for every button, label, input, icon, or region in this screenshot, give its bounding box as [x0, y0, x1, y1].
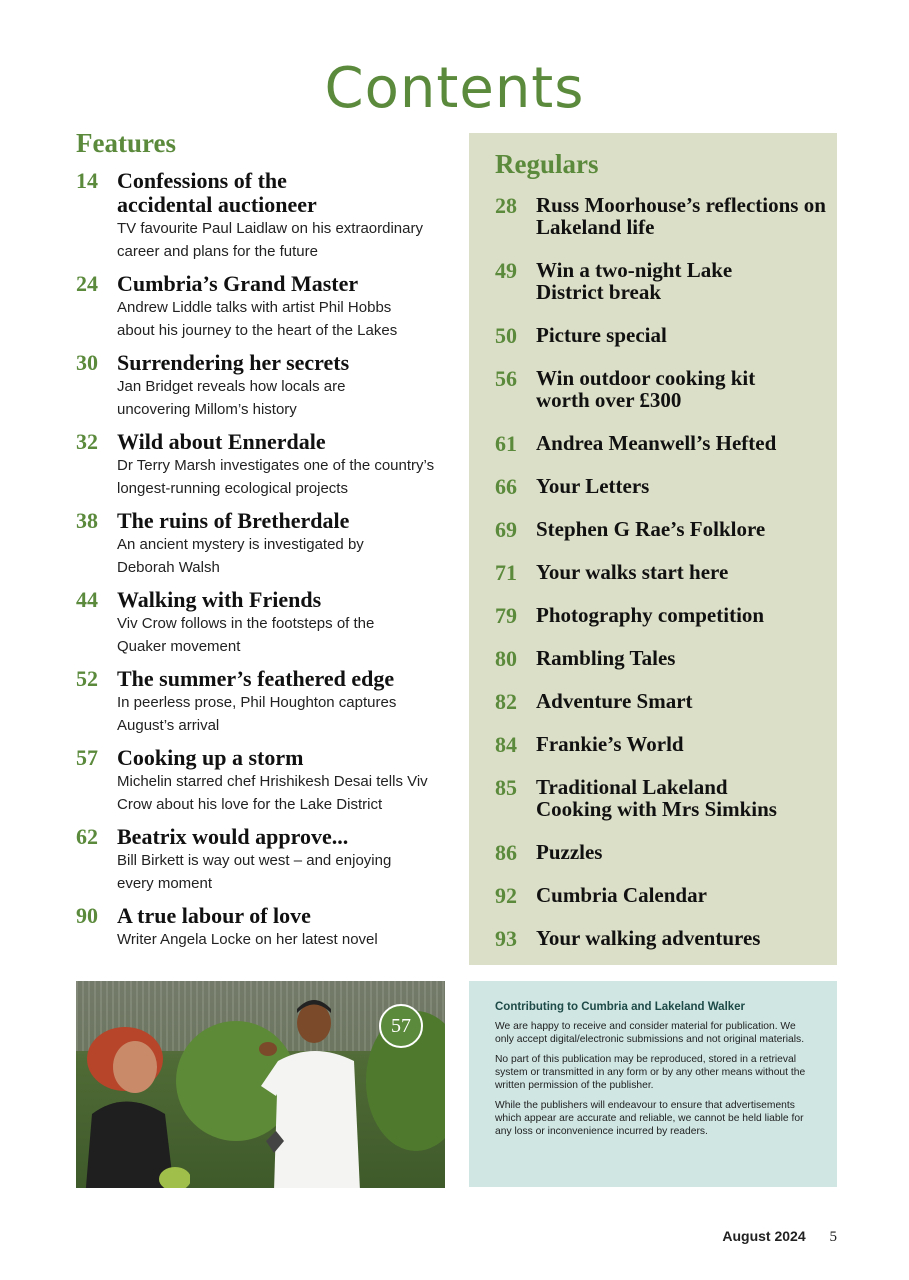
features-heading: Features: [76, 128, 176, 158]
feature-title: Beatrix would approve...: [117, 824, 349, 849]
regular-item[interactable]: [495, 259, 817, 303]
feature-page-number: 24: [76, 271, 98, 296]
page-number-badge[interactable]: 57: [379, 1004, 423, 1048]
regular-item[interactable]: [495, 193, 826, 239]
regular-page-number: 66: [495, 474, 517, 499]
feature-title: Wild about Ennerdale: [117, 429, 326, 454]
feature-page-number: 62: [76, 824, 98, 849]
regular-page-number: 28: [495, 193, 517, 218]
feature-item[interactable]: [76, 825, 456, 895]
regular-title: Win outdoor cooking kit worth over £300: [536, 366, 756, 412]
regular-page-number: 69: [495, 517, 517, 542]
feature-item[interactable]: [76, 667, 456, 737]
regular-page-number: 93: [495, 926, 517, 951]
feature-item[interactable]: [76, 588, 456, 658]
feature-item[interactable]: [76, 351, 456, 421]
regular-page-number: 92: [495, 883, 517, 908]
regular-item[interactable]: [495, 733, 817, 755]
feature-title: The summer’s feathered edge: [117, 666, 395, 691]
contributing-paragraph: No part of this publication may be reproduced, stored in a retrieval system or transmitted in any form or by any other means without the written permission of the publisher.: [495, 1054, 806, 1091]
feature-title: The ruins of Bretherdale: [117, 508, 350, 533]
regular-title: Picture special: [536, 323, 667, 347]
feature-item[interactable]: [76, 509, 456, 579]
issue-date: August 2024: [722, 1228, 806, 1244]
regular-item[interactable]: [495, 604, 817, 626]
regulars-heading: Regulars: [495, 149, 599, 179]
contributing-paragraph: While the publishers will endeavour to ensure that advertisements which appear are accurate and reliable, we cannot be held liable for any loss or inconvenience incurred by readers.: [495, 1100, 804, 1137]
regular-title: Your Letters: [536, 474, 650, 498]
feature-page-number: 57: [76, 745, 98, 770]
feature-item[interactable]: [76, 272, 456, 342]
regular-page-number: 61: [495, 431, 517, 456]
regular-page-number: 50: [495, 323, 517, 348]
regular-title: Your walking adventures: [536, 926, 761, 950]
regular-page-number: 82: [495, 689, 517, 714]
regular-item[interactable]: [495, 884, 817, 906]
regular-page-number: 79: [495, 603, 517, 628]
regular-item[interactable]: [495, 927, 817, 949]
feature-description: Viv Crow follows in the footsteps of the Quaker movement: [117, 615, 375, 655]
feature-item[interactable]: [76, 746, 456, 816]
regular-item[interactable]: [495, 518, 817, 540]
contributing-heading: Contributing to Cumbria and Lakeland Walker: [495, 1001, 746, 1013]
regular-item[interactable]: [495, 432, 817, 454]
feature-page-number: 38: [76, 508, 98, 533]
feature-title: Confessions of the accidental auctioneer: [117, 168, 317, 217]
feature-description: Writer Angela Locke on her latest novel: [117, 931, 378, 948]
feature-description: In peerless prose, Phil Houghton captures August’s arrival: [117, 694, 397, 734]
page-number: 5: [829, 1229, 837, 1245]
feature-title: A true labour of love: [117, 903, 311, 928]
regular-title: Puzzles: [536, 840, 603, 864]
regular-item[interactable]: [495, 776, 817, 820]
feature-description: Jan Bridget reveals how locals are uncovering Millom’s history: [117, 378, 346, 418]
regular-page-number: 56: [495, 366, 517, 391]
feature-page-number: 32: [76, 429, 98, 454]
features-section: [76, 128, 456, 960]
regular-page-number: 86: [495, 840, 517, 865]
feature-description: TV favourite Paul Laidlaw on his extraordinary career and plans for the future: [117, 220, 423, 260]
regular-title: Stephen G Rae’s Folklore: [536, 517, 766, 541]
feature-description: An ancient mystery is investigated by Deborah Walsh: [117, 536, 364, 576]
feature-title: Walking with Friends: [117, 587, 322, 612]
contributing-box: [469, 981, 837, 1187]
feature-item[interactable]: [76, 430, 456, 500]
regular-title: Andrea Meanwell’s Hefted: [536, 431, 777, 455]
feature-description: Andrew Liddle talks with artist Phil Hobbs about his journey to the heart of the Lakes: [117, 299, 398, 339]
regular-title: Traditional Lakeland Cooking with Mrs Simkins: [536, 775, 777, 821]
regular-title: Your walks start here: [536, 560, 729, 584]
feature-title: Surrendering her secrets: [117, 350, 350, 375]
feature-description: Michelin starred chef Hrishikesh Desai tells Viv Crow about his love for the Lake District: [117, 773, 428, 813]
regular-item[interactable]: [495, 367, 817, 411]
photo-woman: [80, 1009, 190, 1188]
regular-title: Rambling Tales: [536, 646, 676, 670]
feature-item[interactable]: [76, 904, 456, 951]
regular-item[interactable]: [495, 841, 817, 863]
feature-description: Dr Terry Marsh investigates one of the country’s longest-running ecological projects: [117, 457, 435, 497]
page-footer: [722, 1228, 837, 1246]
feature-photo: [76, 981, 445, 1188]
feature-page-number: 52: [76, 666, 98, 691]
regular-item[interactable]: [495, 475, 817, 497]
regular-title: Adventure Smart: [536, 689, 693, 713]
feature-page-number: 30: [76, 350, 98, 375]
feature-page-number: 44: [76, 587, 98, 612]
regular-page-number: 49: [495, 258, 517, 283]
regular-title: Photography competition: [536, 603, 765, 627]
feature-page-number: 90: [76, 903, 98, 928]
feature-description: Bill Birkett is way out west – and enjoying every moment: [117, 852, 392, 892]
regular-item[interactable]: [495, 324, 817, 346]
regular-page-number: 84: [495, 732, 517, 757]
regular-item[interactable]: [495, 690, 817, 712]
regular-title: Russ Moorhouse’s reflections on Lakeland life: [536, 193, 826, 239]
regular-title: Cumbria Calendar: [536, 883, 707, 907]
regular-title: Frankie’s World: [536, 732, 684, 756]
feature-title: Cumbria’s Grand Master: [117, 271, 359, 296]
regular-page-number: 85: [495, 775, 517, 800]
regular-page-number: 80: [495, 646, 517, 671]
page-title: Contents: [324, 56, 585, 121]
feature-title: Cooking up a storm: [117, 745, 304, 770]
photo-chef: [256, 991, 376, 1188]
feature-item[interactable]: [76, 169, 456, 263]
regulars-panel: [469, 133, 837, 965]
regular-page-number: 71: [495, 560, 517, 585]
regular-title: Win a two-night Lake District break: [536, 258, 733, 304]
contributing-paragraph: We are happy to receive and consider material for publication. We only accept digital/electronic submissions and not original materials.: [495, 1021, 805, 1045]
feature-page-number: 14: [76, 168, 98, 193]
regular-item[interactable]: [495, 647, 817, 669]
regular-item[interactable]: [495, 561, 817, 583]
